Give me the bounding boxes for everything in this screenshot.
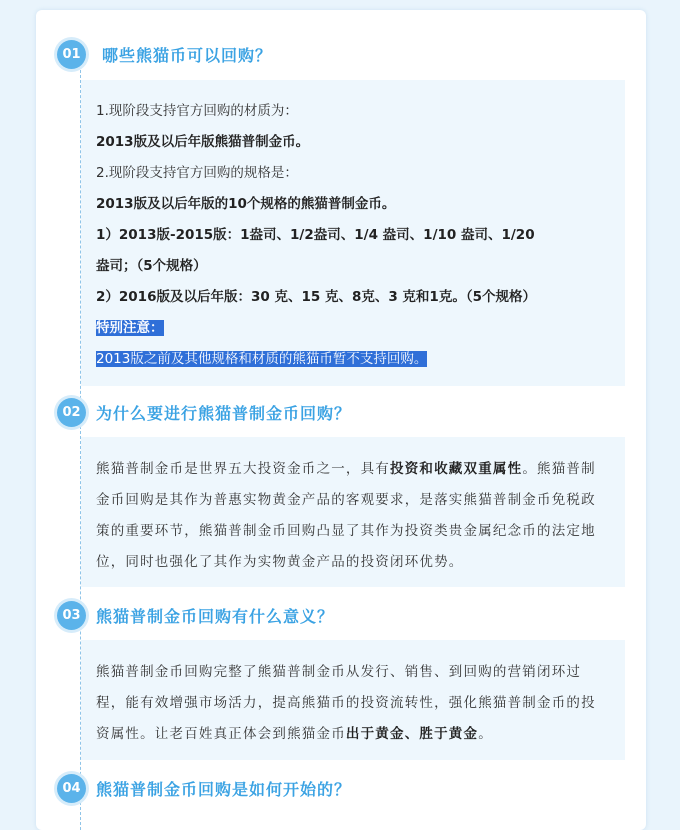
s2-emphasis: 投资和收藏双重属性	[390, 461, 523, 477]
special-notice-label: 特别注意：	[96, 320, 164, 336]
section-3-header	[57, 600, 334, 630]
s3-emphasis: 出于黄金、胜于黄金	[345, 726, 479, 742]
section-2-paragraph: 熊猫普制金币是世界五大投资金币之一，具有投资和收藏双重属性。熊猫普制金币回购是其作为普惠实物黄金产品的客观要求，是落实熊猫普制金币免税政策的重要环节，熊猫普制金币回购凸显了其作为投资类贵金属纪念币的法定地位，同时也强化了其作为实物黄金产品的投资闭环优势。	[96, 461, 596, 570]
section-2-box	[81, 437, 625, 587]
s1-line-4: 2013版及以后年版的10个规格的熊猫普制金币。	[96, 196, 396, 212]
s1-line-1: 1.现阶段支持官方回购的材质为：	[96, 103, 298, 119]
s1-line-7: 2）2016版及以后年版：30 克、15 克、8克、3 克和1克。（5个规格）	[96, 289, 536, 305]
section-1-box	[81, 80, 625, 386]
section-4-header	[57, 773, 351, 803]
section-3-title: 熊猫普制金币回购有什么意义？	[96, 606, 335, 626]
section-4-title: 熊猫普制金币回购是如何开始的？	[96, 779, 352, 799]
special-notice-text: 2013版之前及其他规格和材质的熊猫币暂不支持回购。	[96, 351, 428, 367]
s1-line-3: 2.现阶段支持官方回购的规格是：	[96, 165, 298, 181]
s1-line-5: 1）2013版-2015版：1盎司、1/2盎司、1/4 盎司、1/10 盎司、1/20	[96, 227, 535, 243]
section-2-header	[57, 397, 351, 427]
section-2-badge: 02	[57, 398, 86, 427]
section-3-paragraph: 熊猫普制金币回购完整了熊猫普制金币从发行、销售、到回购的营销闭环过程，能有效增强市场活力，提高熊猫币的投资流转性，强化熊猫普制金币的投资属性。让老百姓真正体会到熊猫金币出于黄金、胜于黄金。	[96, 664, 596, 742]
section-3-box	[81, 640, 625, 760]
section-1-header	[57, 39, 272, 69]
section-4-badge: 04	[57, 774, 86, 803]
section-2-title: 为什么要进行熊猫普制金币回购？	[96, 403, 352, 423]
section-1-title: 哪些熊猫币可以回购？	[102, 45, 273, 65]
s1-line-2: 2013版及以后年版熊猫普制金币。	[96, 134, 310, 150]
s1-line-6: 盎司；（5个规格）	[96, 258, 207, 274]
section-3-badge: 03	[57, 601, 86, 630]
section-1-badge: 01	[57, 40, 86, 69]
